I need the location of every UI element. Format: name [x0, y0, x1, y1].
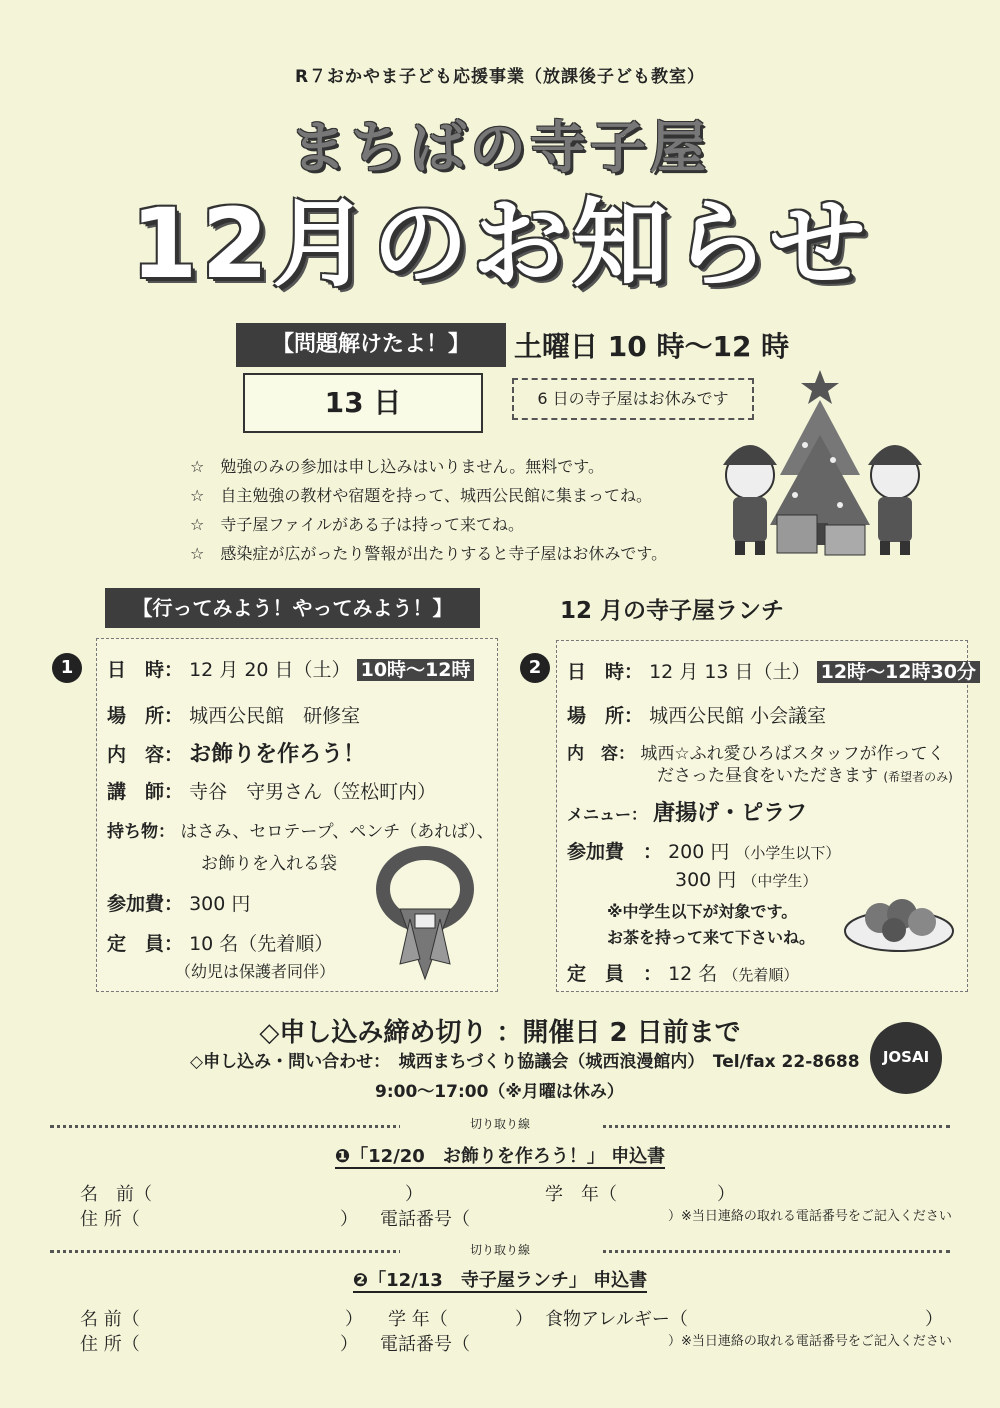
form2-address-close: ）: [340, 1334, 358, 1355]
child-left-icon: [723, 445, 777, 555]
event1-fee-label: 参加費：: [107, 893, 184, 915]
event2-time: 12時～12時30分: [817, 661, 980, 683]
event1-capacity-label: 定 員：: [107, 933, 184, 955]
form1-grade-close: ）: [717, 1184, 735, 1205]
event1-date-label: 日 時：: [107, 659, 184, 681]
event2-number-badge: 2: [520, 653, 550, 683]
form1-phone-field[interactable]: 電話番号（: [380, 1209, 470, 1230]
event1-content-label: 内 容：: [107, 744, 184, 766]
event1-number-badge: 1: [52, 653, 82, 683]
mondai-time: 土曜日 10 時～12 時: [514, 330, 790, 363]
event2-panel: [556, 640, 976, 992]
form1-title: ❶「12/20 お飾りを作ろう！」 申込書: [334, 1146, 666, 1167]
josai-logo: [870, 1022, 942, 1094]
event2-capacity-note: （先着順）: [723, 966, 799, 984]
shimekazari-illustration: [365, 839, 485, 984]
event1-panel: [96, 638, 498, 992]
contact-info: ◇申し込み・問い合わせ： 城西まちづくり協議会（城西浪漫館内） Tel/fax 22-8688: [190, 1052, 860, 1072]
event2-date: 12 月 13 日（土）: [649, 661, 811, 683]
form2-phone-note: ）※当日連絡の取れる電話番号をご記入ください: [668, 1334, 952, 1349]
title-terakoya: まちばの寺子屋: [290, 116, 710, 181]
event2-fee2: 300 円: [675, 869, 737, 891]
event1-teacher-label: 講 師：: [107, 781, 184, 803]
form2-title: ❷「12/13 寺子屋ランチ」 申込書: [352, 1270, 648, 1291]
event2-content-label: 内 容：: [567, 744, 635, 764]
event2-fee2-note: （中学生）: [742, 872, 818, 890]
form2-address-field[interactable]: 住 所（: [80, 1334, 140, 1355]
office-hours: 9:00～17:00（※月曜は休み）: [375, 1082, 624, 1102]
note-item: ☆ 感染症が広がったり警報が出たりすると寺子屋はお休みです。: [190, 544, 668, 563]
event2-place: 城西公民館 小会議室: [649, 705, 827, 727]
form1-phone-note: ）※当日連絡の取れる電話番号をご記入ください: [668, 1209, 952, 1224]
event2-fee1: 200 円: [668, 841, 730, 863]
form2-grade-field[interactable]: 学 年（: [388, 1309, 448, 1330]
christmas-tree-illustration: [715, 365, 935, 560]
event2-place-label: 場 所：: [567, 705, 644, 727]
logo-text: JOSAI: [882, 1048, 930, 1066]
cut-label-2: 切り取り線: [400, 1241, 600, 1258]
form2-name-close: ）: [345, 1309, 363, 1330]
event1-time: 10時～12時: [357, 659, 475, 681]
event1-items-line2: お飾りを入れる袋: [201, 854, 337, 874]
event2-note2: お茶を持って来て下さいね。: [607, 928, 816, 947]
event2-content-note: (希望者のみ): [883, 770, 953, 784]
event2-menu: 唐揚げ・ピラフ: [653, 801, 808, 826]
event1-teacher: 寺谷 守男さん（笠松町内）: [189, 781, 437, 803]
cut-label-1: 切り取り線: [400, 1115, 600, 1132]
event1-place: 城西公民館 研修室: [189, 705, 361, 727]
event2-fee1-note: （小学生以下）: [735, 844, 841, 862]
event2-content-line1: 城西☆ふれ愛ひろばスタッフが作ってく: [640, 744, 945, 764]
form2-phone-field[interactable]: 電話番号（: [380, 1334, 470, 1355]
event2-capacity: 12 名: [668, 963, 718, 985]
child-right-icon: [868, 445, 922, 555]
event2-section-header: 12 月の寺子屋ランチ: [560, 598, 785, 624]
event1-capacity-note: （幼児は保護者同伴）: [175, 962, 336, 981]
mondai-date: 13 日: [243, 373, 483, 433]
event2-content-line2: ださった昼食をいただきます: [657, 766, 878, 786]
form2-name-field[interactable]: 名 前（: [80, 1309, 140, 1330]
form2-grade-close: ）: [515, 1309, 533, 1330]
event1-items-label: 持ち物：: [107, 822, 175, 842]
program-subtitle: R７おかやま子ども応援事業（放課後子ども教室）: [294, 67, 706, 87]
karaage-plate-illustration: [842, 886, 957, 956]
form2-allergy-close: ）: [925, 1309, 943, 1330]
event2-date-label: 日 時：: [567, 661, 644, 683]
form1-name-field[interactable]: 名 前（: [80, 1184, 152, 1205]
event1-content: お飾りを作ろう！: [189, 742, 366, 767]
event1-items-line1: はさみ、セロテープ、ペンチ（あれば）、: [180, 822, 494, 842]
form1-address-close: ）: [340, 1209, 358, 1230]
mondai-label: 【問題解けたよ！】: [236, 323, 506, 367]
event1-place-label: 場 所：: [107, 705, 184, 727]
event1-fee: 300 円: [189, 893, 251, 915]
application-deadline: ◇申し込み締め切り ：開催日 2 日前まで: [259, 1018, 741, 1048]
notes-list: [190, 452, 667, 568]
form1-grade-field[interactable]: 学 年（: [545, 1184, 617, 1205]
event2-menu-label: メニュー：: [567, 805, 648, 824]
page-title: 12月のお知らせ: [130, 188, 870, 300]
closed-note: 6 日の寺子屋はお休みです: [512, 378, 754, 420]
event2-note1: ※中学生以下が対象です。: [607, 902, 798, 921]
star-icon: [801, 370, 839, 404]
form1-name-close: ）: [405, 1184, 423, 1205]
note-item: ☆ 勉強のみの参加は申し込みはいりません。無料です。: [190, 457, 605, 476]
event1-capacity: 10 名（先着順）: [189, 933, 334, 955]
event1-section-header: 【行ってみよう！やってみよう！】: [105, 588, 480, 628]
note-item: ☆ 寺子屋ファイルがある子は持って来てね。: [190, 515, 525, 534]
form1-address-field[interactable]: 住 所（: [80, 1209, 140, 1230]
event2-capacity-label: 定 員 ：: [567, 963, 663, 985]
event2-fee-label: 参加費 ：: [567, 841, 663, 863]
note-item: ☆ 自主勉強の教材や宿題を持って、城西公民館に集まってね。: [190, 486, 653, 505]
event1-date: 12 月 20 日（土）: [189, 659, 351, 681]
form2-allergy-field[interactable]: 食物アレルギー（: [545, 1309, 688, 1330]
